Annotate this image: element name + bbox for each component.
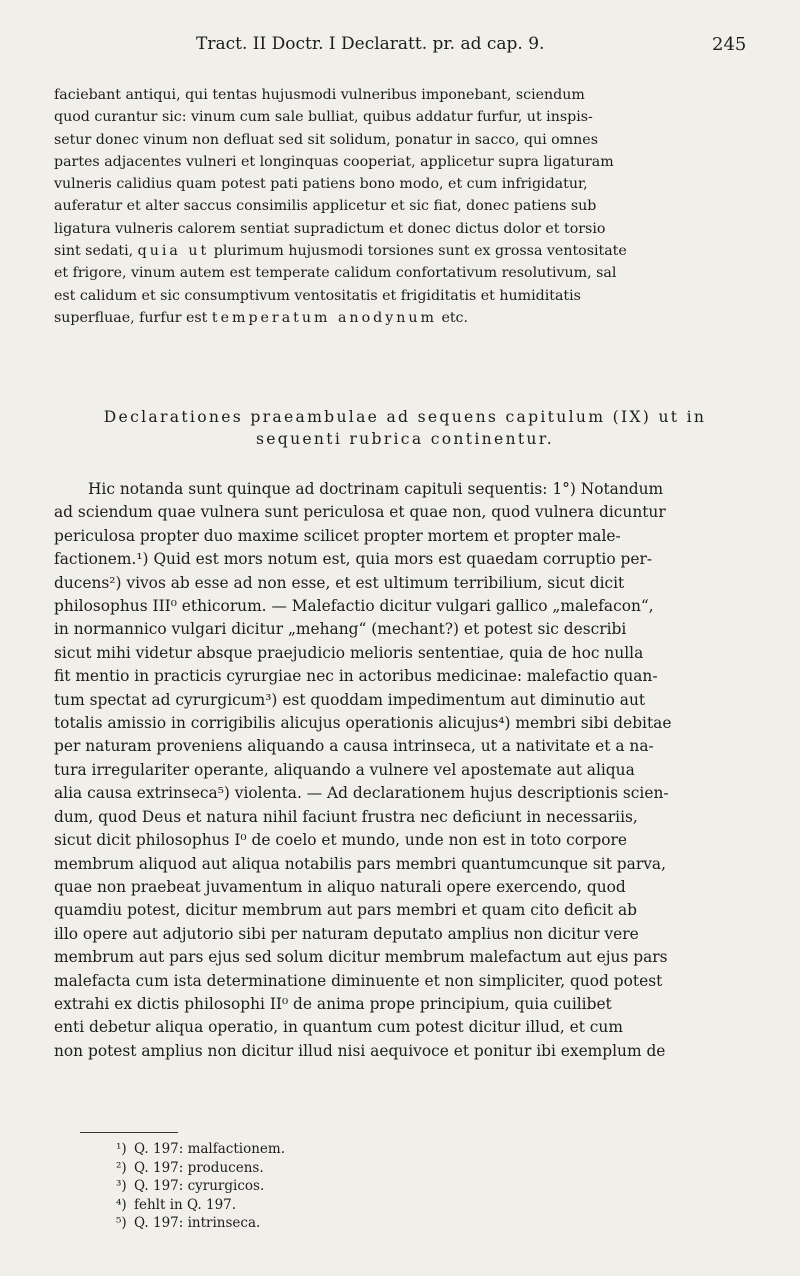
text-run: sint sedati, xyxy=(54,243,138,260)
text-line: alia causa extrinseca⁵) violenta. — Ad declarationem hujus descriptionis scien- xyxy=(54,784,669,803)
text-line: philosophus III⁰ ethicorum. — Malefactio dicitur vulgari gallico „malefacon“, xyxy=(54,597,654,616)
text-line: periculosa propter duo maxime scilicet propter mortem et propter male- xyxy=(54,526,621,545)
footnote-text: Q. 197: cyrurgicos. xyxy=(134,1178,265,1194)
text-line: ducens²) vivos ab esse ad non esse, et est ultimum terribilium, sicut dicit xyxy=(54,573,625,592)
text-line: vulneris calidius quam potest pati patiens bono modo, et cum infrigidatur, xyxy=(54,176,588,193)
heading-line: Declarationes praeambulae ad sequens capitulum (IX) ut in xyxy=(103,408,707,426)
spaced-text: temperatum anodynum xyxy=(211,309,437,326)
text-line: setur donec vinum non defluat sed sit solidum, ponatur in sacco, qui omnes xyxy=(54,131,598,148)
footnote-mark: ³) xyxy=(116,1178,127,1194)
footnote-mark: ⁴) xyxy=(116,1196,127,1213)
text-line xyxy=(54,240,756,262)
text-run: etc. xyxy=(436,309,469,326)
text-line: ad sciendum quae vulnera sunt periculosa et quae non, quod vulnera dicuntur xyxy=(54,503,666,522)
footnote xyxy=(116,1159,416,1178)
text-line: extrahi ex dictis philosophi II⁰ de anima prope principium, quia cuilibet xyxy=(54,994,612,1013)
text-line: Hic notanda sunt quinque ad doctrinam capituli sequentis: 1°) Notandum xyxy=(88,480,664,498)
footnote-text: Q. 197: intrinseca. xyxy=(134,1215,261,1231)
footnote-mark: ⁵) xyxy=(116,1215,127,1231)
text-line: dum, quod Deus et natura nihil faciunt frustra nec deficiunt in necessariis, xyxy=(54,807,638,826)
text-line: est calidum et sic consumptivum ventositatis et frigiditatis et humiditatis xyxy=(54,287,581,304)
text-line: sicut mihi videtur absque praejudicio melioris sententiae, quia de hoc nulla xyxy=(54,643,644,662)
footnotes xyxy=(116,1140,416,1233)
text-line: totalis amissio in corrigibilis alicujus operationis alicujus⁴) membri sibi debitae xyxy=(54,714,672,733)
text-run: superfluae, furfur est xyxy=(54,309,212,326)
footnote xyxy=(116,1140,416,1159)
text-line: partes adjacentes vulneri et longinquas cooperiat, applicetur supra ligaturam xyxy=(54,153,614,170)
spaced-text: quia ut xyxy=(137,243,210,260)
running-header xyxy=(0,34,800,58)
page-number: 245 xyxy=(712,34,747,55)
footnote-text: fehlt in Q. 197. xyxy=(134,1196,237,1213)
section-heading xyxy=(54,406,756,450)
text-line: sicut dicit philosophus I⁰ de coelo et mundo, unde non est in toto corpore xyxy=(54,831,627,850)
text-line: faciebant antiqui, qui tentas hujusmodi vulneribus imponebant, sciendum xyxy=(54,87,585,103)
footnote xyxy=(116,1177,416,1196)
text-line: per naturam proveniens aliquando a causa intrinseca, ut a nativitate et a na- xyxy=(54,737,654,756)
text-line: et frigore, vinum autem est temperate calidum confortativum resolutivum, sal xyxy=(54,265,617,282)
text-line: tum spectat ad cyrurgicum³) est quoddam impedimentum aut diminutio aut xyxy=(54,690,646,709)
text-line: fit mentio in practicis cyrurgiae nec in actoribus medicinae: malefactio quan- xyxy=(54,667,658,686)
footnote-divider xyxy=(80,1132,178,1133)
text-line: factionem.¹) Quid est mors notum est, quia mors est quaedam corruptio per- xyxy=(54,550,653,569)
text-line: non potest amplius non dicitur illud nisi aequivoce et ponitur ibi exemplum de xyxy=(54,1041,666,1060)
footnote-mark: ¹) xyxy=(116,1141,127,1157)
text-line: quae non praebeat juvamentum in aliquo naturali opere exercendo, quod xyxy=(54,877,626,896)
text-line: illo opere aut adjutorio sibi per naturam deputato amplius non dicitur vere xyxy=(54,924,639,943)
text-line: membrum aut pars ejus sed solum dicitur membrum malefactum aut ejus pars xyxy=(54,948,668,967)
running-title: Tract. II Doctr. I Declaratt. pr. ad cap. 9. xyxy=(196,34,545,54)
footnote-mark: ²) xyxy=(116,1159,127,1176)
text-line: ligatura vulneris calorem sentiat supradictum et donec dictus dolor et torsio xyxy=(54,220,606,237)
text-run: plurimum hujusmodi torsiones sunt ex grossa ventositate xyxy=(209,243,627,260)
text-line: quod curantur sic: vinum cum sale bulliat, quibus addatur furfur, ut inspis- xyxy=(54,109,593,126)
text-line: membrum aliquod aut aliqua notabilis pars membri quantumcunque sit parva, xyxy=(54,854,666,873)
footnote-text: Q. 197: malfactionem. xyxy=(134,1141,286,1157)
text-line: in normannico vulgari dicitur „mehang“ (mechant?) et potest sic describi xyxy=(54,620,627,639)
text-line xyxy=(54,307,756,329)
text-line: auferatur et alter saccus consimilis applicetur et sic fiat, donec patiens sub xyxy=(54,198,597,215)
footnote xyxy=(116,1196,416,1215)
paragraph-continuation xyxy=(54,84,756,329)
text-line: malefacta cum ista determinatione diminuente et non simpliciter, quod potest xyxy=(54,971,663,990)
paragraph-main xyxy=(54,478,756,1063)
footnote xyxy=(116,1214,416,1233)
heading-line: sequenti rubrica continentur. xyxy=(255,430,555,448)
text-line: enti debetur aliqua operatio, in quantum cum potest dicitur illud, et cum xyxy=(54,1018,623,1037)
footnote-text: Q. 197: producens. xyxy=(134,1159,264,1176)
text-line: quamdiu potest, dicitur membrum aut pars membri et quam cito deficit ab xyxy=(54,901,637,920)
text-line: tura irregulariter operante, aliquando a vulnere vel apostemate aut aliqua xyxy=(54,760,635,779)
